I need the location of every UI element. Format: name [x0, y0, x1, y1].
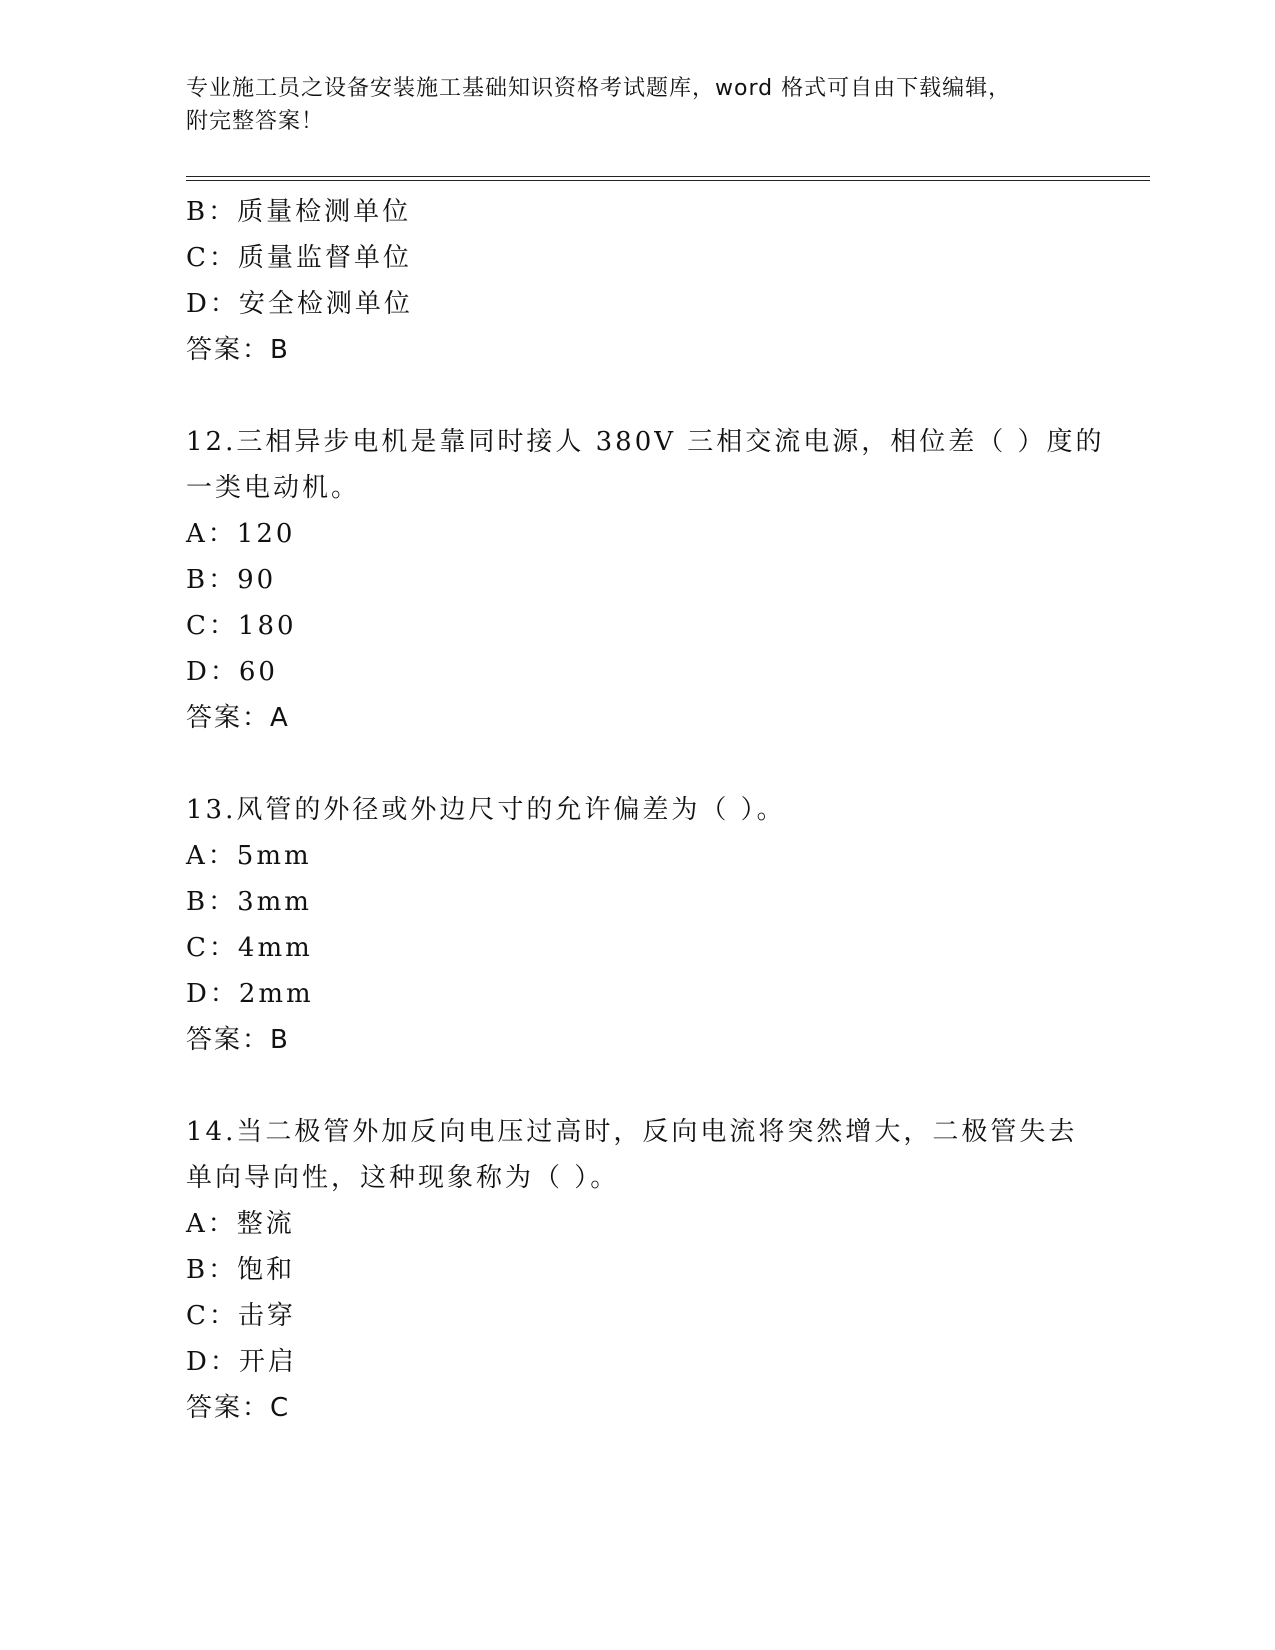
option-label: C：: [186, 933, 238, 963]
option-label: B：: [186, 887, 238, 917]
option-text: 整流: [236, 1209, 295, 1239]
option-label: A：: [186, 841, 237, 871]
option-text: 质量监督单位: [237, 243, 412, 273]
option-label: C：: [186, 1301, 238, 1331]
option-d: [186, 649, 1086, 695]
prev-question-block: [186, 189, 1086, 373]
question-text-line: 单向导向性，这种现象称为（ ）。: [186, 1163, 620, 1193]
header-line-2: 附完整答案！: [186, 109, 325, 134]
option-label: D：: [186, 979, 239, 1009]
option-text: 90: [237, 565, 277, 595]
option-text: 120: [236, 519, 296, 549]
option-c: [186, 235, 1086, 281]
option-text: 3mm: [237, 887, 312, 917]
option-text: 安全检测单位: [238, 289, 413, 319]
option-label: B：: [186, 1255, 238, 1285]
option-d: [186, 281, 1086, 327]
question-text-line: 13.风管的外径或外边尺寸的允许偏差为（ ）。: [186, 795, 786, 825]
option-label: B：: [186, 197, 238, 227]
option-a: [186, 511, 1086, 557]
option-label: C：: [186, 611, 238, 641]
option-b: [186, 557, 1086, 603]
question-text-line: 一类电动机。: [186, 473, 361, 503]
option-d: [186, 971, 1086, 1017]
option-text: 60: [238, 657, 278, 687]
option-text: 2mm: [238, 979, 314, 1009]
question-text-line: 12.三相异步电机是靠同时接人 380V 三相交流电源，相位差（ ）度的: [186, 427, 1105, 457]
question-text-line: 14.当二极管外加反向电压过高时，反向电流将突然增大，二极管失去: [186, 1117, 1078, 1147]
option-text: 开启: [238, 1347, 297, 1377]
option-text: 5mm: [236, 841, 312, 871]
answer-line: 答案：A: [186, 703, 290, 733]
option-text: 180: [237, 611, 297, 641]
option-text: 4mm: [237, 933, 313, 963]
option-c: [186, 1293, 1086, 1339]
option-c: [186, 925, 1086, 971]
option-a: [186, 1201, 1086, 1247]
option-text: 饱和: [237, 1255, 296, 1285]
question-12: [186, 419, 1105, 741]
option-label: C：: [186, 243, 238, 273]
header-rule-top: [186, 176, 1150, 177]
answer-line: 答案：C: [186, 1393, 291, 1423]
header-rule-bottom: [186, 180, 1150, 181]
question-list: [186, 189, 1105, 1431]
option-text: 击穿: [237, 1301, 296, 1331]
option-a: [186, 833, 1086, 879]
option-b: [186, 1247, 1086, 1293]
option-b: [186, 879, 1086, 925]
option-c: [186, 603, 1086, 649]
answer-line: 答案：B: [186, 335, 290, 365]
option-label: A：: [186, 1209, 237, 1239]
option-label: D：: [186, 289, 239, 319]
option-label: B：: [186, 565, 238, 595]
question-14: [186, 1109, 1086, 1431]
answer-line: 答案：B: [186, 1025, 290, 1055]
option-label: D：: [186, 657, 239, 687]
option-label: A：: [186, 519, 237, 549]
question-13: [186, 787, 1086, 1063]
option-d: [186, 1339, 1086, 1385]
option-text: 质量检测单位: [237, 197, 412, 227]
document-header: [186, 72, 1066, 138]
option-b: [186, 189, 1086, 235]
header-line-1: 专业施工员之设备安装施工基础知识资格考试题库，word 格式可自由下载编辑，: [186, 76, 1012, 101]
option-label: D：: [186, 1347, 239, 1377]
